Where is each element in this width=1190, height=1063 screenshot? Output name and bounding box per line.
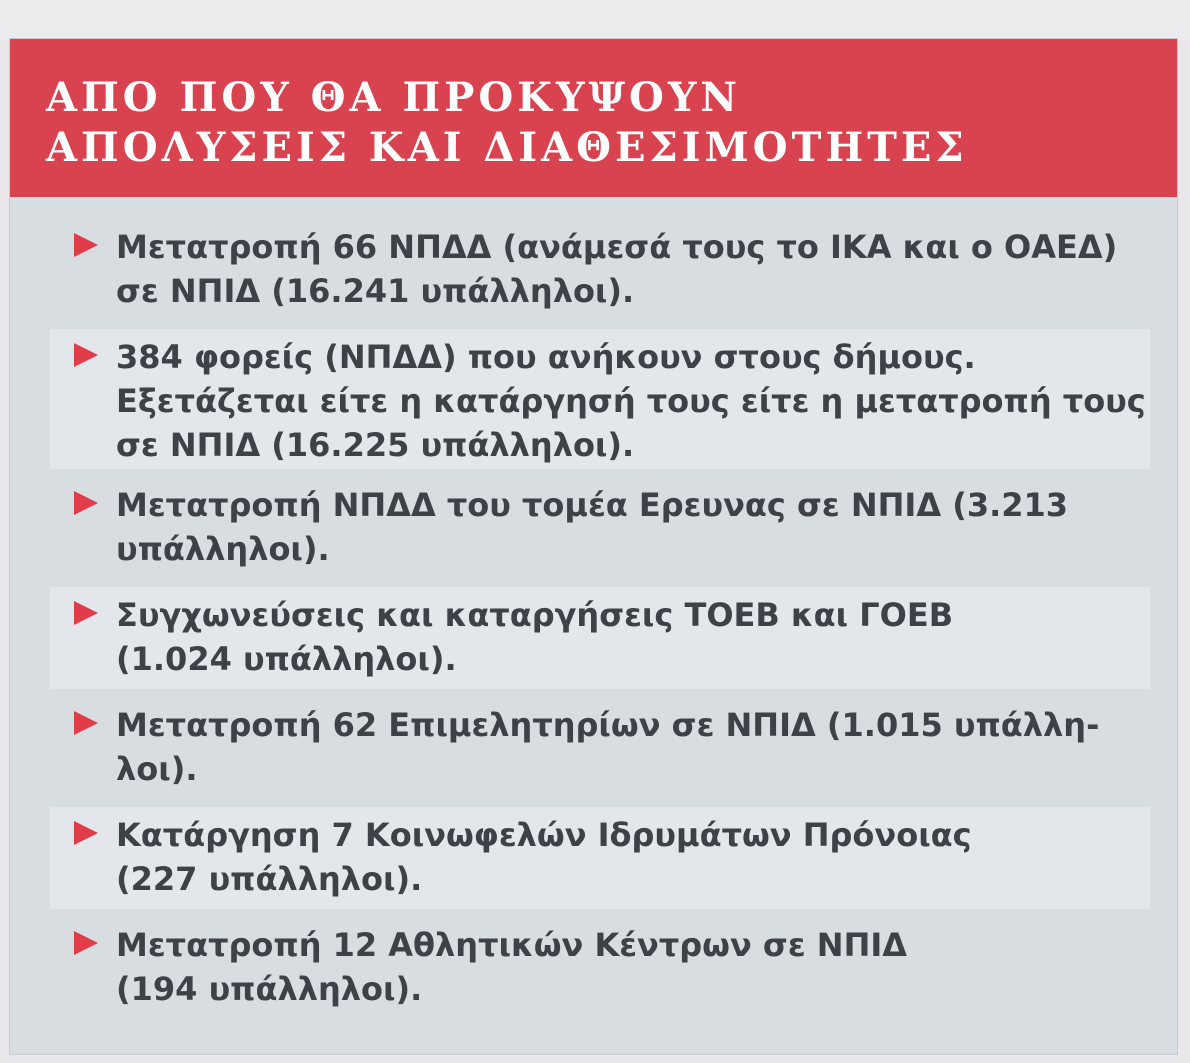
list-item-3 (50, 477, 1150, 579)
headline-line-1: ΑΠΟ ΠΟΥ ΘΑ ΠΡΟΚΥΨΟΥΝ (46, 74, 741, 121)
list-item-2 (50, 329, 1150, 469)
list-item-6 (50, 807, 1150, 909)
triangle-bullet-icon (74, 711, 98, 735)
triangle-bullet-icon (74, 821, 98, 845)
triangle-bullet-icon (74, 931, 98, 955)
page-bleed-top (0, 0, 1190, 40)
list-item-text: Μετατροπή ΝΠΔΔ του τομέα Ερευνας σε ΝΠΙΔ (3.213 υπάλληλοι). (116, 486, 1069, 568)
triangle-bullet-icon (74, 343, 98, 367)
triangle-bullet-icon (74, 233, 98, 257)
list-item-text: 384 φορείς (ΝΠΔΔ) που ανήκουν στους δήμους. Εξετάζεται είτε η κατάργησή τους είτε η μετατροπή τους σε ΝΠΙΔ (16.225 υπάλληλοι). (116, 338, 1146, 464)
list-item-text: Μετατροπή 12 Αθλητικών Κέντρων σε ΝΠΙΔ (194 υπάλληλοι). (116, 926, 908, 1008)
triangle-bullet-icon (74, 491, 98, 515)
list-item-4 (50, 587, 1150, 689)
list-item-5 (50, 697, 1150, 799)
info-box (9, 38, 1178, 1055)
list-item-text: Μετατροπή 66 ΝΠΔΔ (ανάμεσά τους το ΙΚΑ και ο ΟΑΕΔ) σε ΝΠΙΔ (16.241 υπάλληλοι). (116, 228, 1118, 310)
headline (46, 73, 968, 173)
list-item-text: Μετατροπή 62 Επιμελητηρίων σε ΝΠΙΔ (1.015 υπάλλη- λοι). (116, 706, 1100, 788)
page-bleed-right (1178, 40, 1190, 1063)
headline-line-2: ΑΠΟΛΥΣΕΙΣ ΚΑΙ ΔΙΑΘΕΣΙΜΟΤΗΤΕΣ (46, 124, 968, 171)
headline-banner (10, 39, 1177, 197)
list-item-1 (50, 219, 1150, 321)
list-item-7 (50, 917, 1150, 1019)
triangle-bullet-icon (74, 601, 98, 625)
list-item-text: Συγχωνεύσεις και καταργήσεις ΤΟΕΒ και ΓΟΕΒ (1.024 υπάλληλοι). (116, 596, 954, 678)
list-item-text: Κατάργηση 7 Κοινωφελών Ιδρυμάτων Πρόνοιας (227 υπάλληλοι). (116, 816, 972, 898)
bullet-list (50, 219, 1150, 1027)
